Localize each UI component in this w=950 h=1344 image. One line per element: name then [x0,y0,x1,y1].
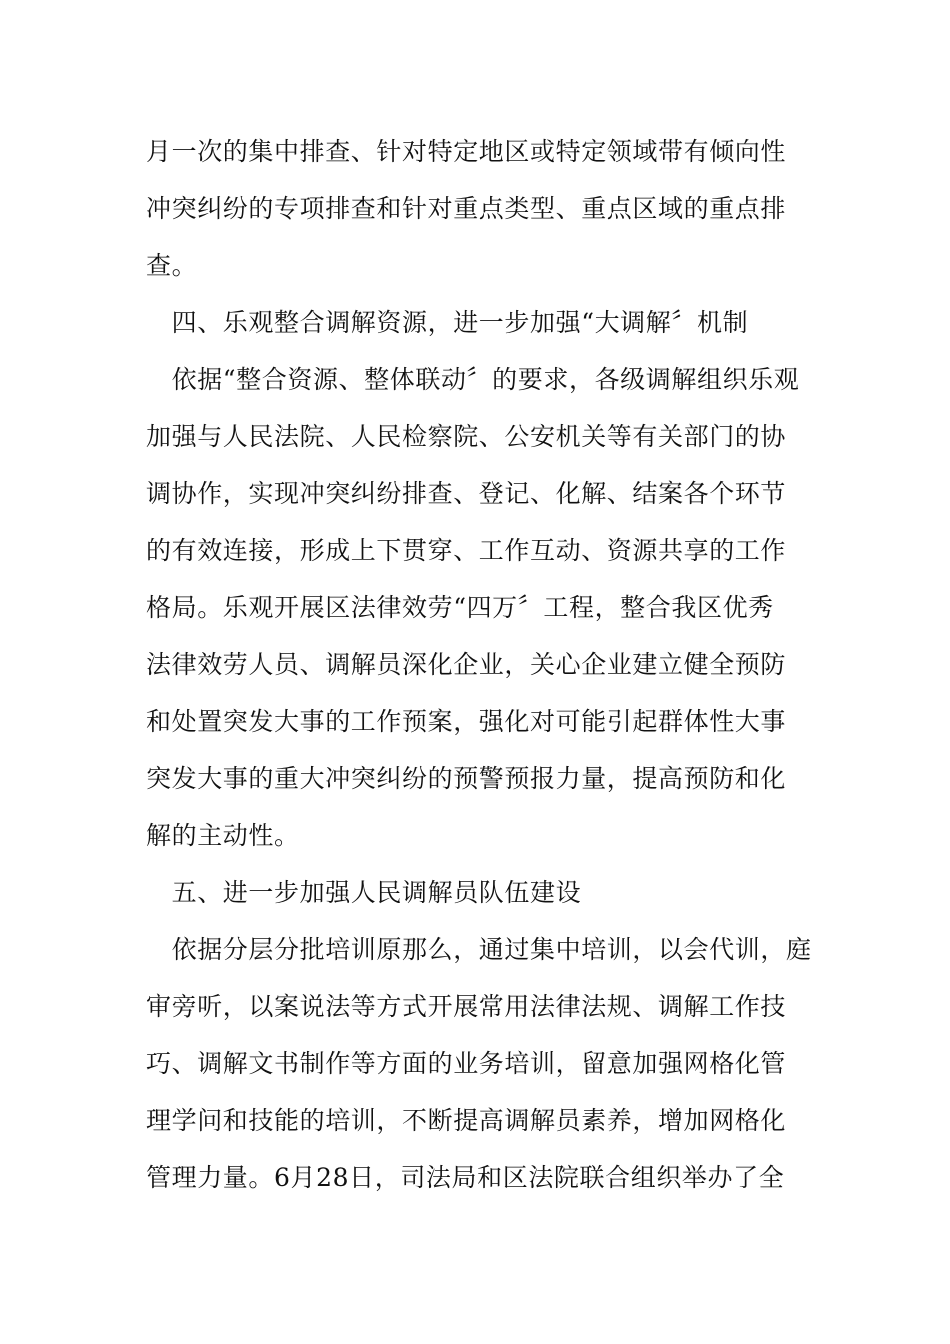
text-line: 格局。乐观开展区法律效劳“四万〞工程，整合我区优秀 [146,593,774,622]
text-line: 加强与人民法院、人民检察院、公安机关等有关部门的协 [146,422,787,451]
text-line: 审旁听，以案说法等方式开展常用法律法规、调解工作技 [146,992,787,1021]
text-line: 突发大事的重大冲突纠纷的预警预报力量，提高预防和化 [146,764,787,793]
text-line: 冲突纠纷的专项排查和针对重点类型、重点区域的重点排 [146,194,787,223]
text-line: 和处置突发大事的工作预案，强化对可能引起群体性大事 [146,707,787,736]
text-line: 依据“整合资源、整体联动〞的要求，各级调解组织乐观 [146,365,800,394]
text-line: 巧、调解文书制作等方面的业务培训，留意加强网格化管 [146,1049,787,1078]
text-line: 法律效劳人员、调解员深化企业，关心企业建立健全预防 [146,650,787,679]
text-line: 管理力量。6月28日，司法局和区法院联合组织举办了全 [146,1163,785,1192]
text-line: 解的主动性。 [146,821,300,850]
text-line: 依据分层分批培训原那么，通过集中培训，以会代训，庭 [146,935,812,964]
text-line: 的有效连接，形成上下贯穿、工作互动、资源共享的工作 [146,536,787,565]
text-line: 理学问和技能的培训，不断提高调解员素养，增加网格化 [146,1106,787,1135]
section-heading-5: 五、进一步加强人民调解员队伍建设 [146,878,582,907]
text-line: 月一次的集中排查、针对特定地区或特定领域带有倾向性 [146,137,787,166]
section-heading-4: 四、乐观整合调解资源，进一步加强“大调解〞机制 [146,308,749,337]
text-line: 调协作，实现冲突纠纷排查、登记、化解、结案各个环节 [146,479,787,508]
text-line: 查。 [146,251,198,280]
